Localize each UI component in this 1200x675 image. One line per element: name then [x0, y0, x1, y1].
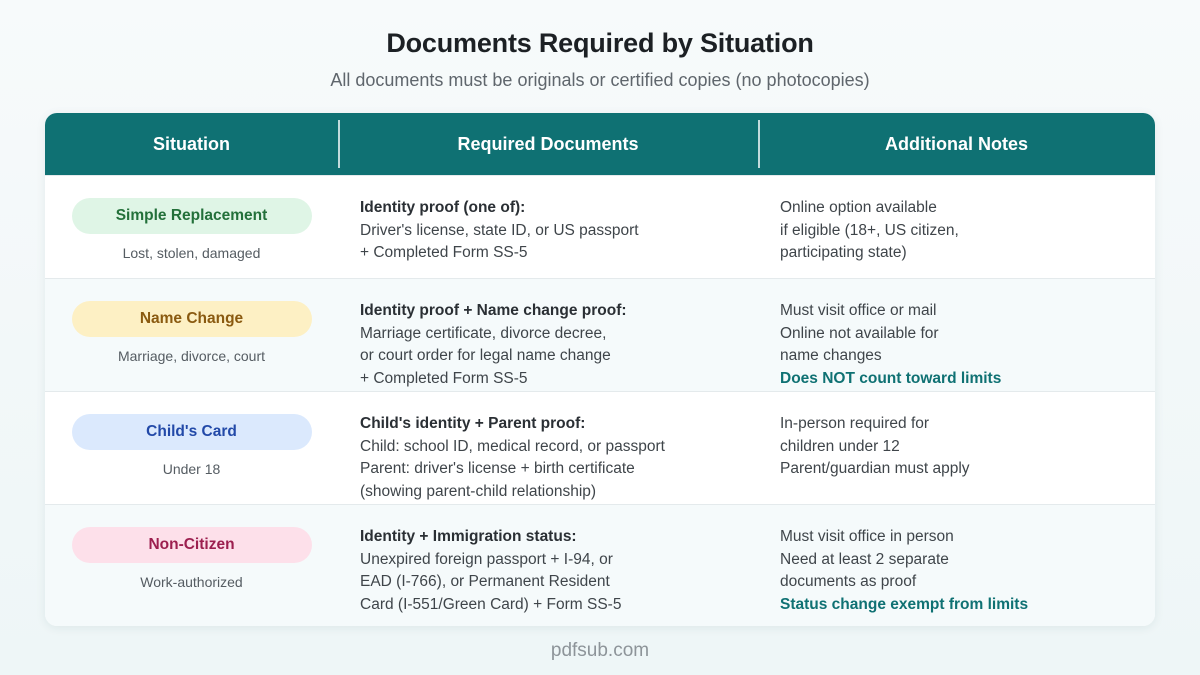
documents-heading: Identity proof + Name change proof:	[360, 302, 627, 319]
additional-notes-cell	[758, 505, 1155, 626]
documents-line: Child: school ID, medical record, or passport	[360, 437, 665, 455]
documents-line: Card (I-551/Green Card) + Form SS-5	[360, 595, 622, 613]
header-required-documents: Required Documents	[338, 113, 758, 175]
notes-line: participating state)	[780, 244, 907, 262]
table-row	[45, 391, 1155, 504]
situation-cell	[45, 392, 338, 504]
situation-cell	[45, 176, 338, 278]
situation-badge: Non-Citizen	[72, 527, 312, 563]
documents-line: + Completed Form SS-5	[360, 369, 528, 387]
documents-line: (showing parent-child relationship)	[360, 482, 597, 500]
table-row	[45, 175, 1155, 278]
documents-line: Unexpired foreign passport + I-94, or	[360, 550, 613, 568]
documents-line: Marriage certificate, divorce decree,	[360, 324, 607, 342]
notes-line: documents as proof	[780, 573, 917, 591]
notes-line: Parent/guardian must apply	[780, 460, 970, 478]
notes-highlight: Status change exempt from limits	[780, 595, 1029, 613]
documents-line: EAD (I-766), or Permanent Resident	[360, 573, 610, 591]
notes-line: Need at least 2 separate	[780, 550, 949, 568]
additional-notes-cell	[758, 176, 1155, 278]
table-header	[45, 113, 1155, 175]
required-documents-cell	[338, 505, 758, 626]
situation-description: Work-authorized	[140, 574, 243, 590]
header-situation: Situation	[153, 133, 230, 154]
notes-highlight: Does NOT count toward limits	[780, 369, 1002, 387]
documents-heading: Child's identity + Parent proof:	[360, 415, 586, 432]
page-subtitle: All documents must be originals or certified copies (no photocopies)	[330, 70, 870, 90]
documents-heading: Identity + Immigration status:	[360, 528, 577, 545]
notes-line: Online option available	[780, 199, 937, 216]
header-additional-notes: Additional Notes	[758, 113, 1155, 175]
situation-description: Under 18	[162, 461, 221, 477]
documents-table	[45, 113, 1155, 626]
required-documents-cell	[338, 392, 758, 504]
footer-watermark: pdfsub.com	[550, 640, 650, 661]
documents-heading: Identity proof (one of):	[360, 199, 526, 216]
additional-notes-cell	[758, 392, 1155, 504]
notes-line: Online not available for	[780, 324, 939, 342]
table-row	[45, 278, 1155, 391]
situation-badge: Name Change	[72, 301, 312, 337]
situation-cell	[45, 279, 338, 391]
notes-line: if eligible (18+, US citizen,	[780, 221, 959, 239]
documents-line: or court order for legal name change	[360, 347, 611, 365]
situation-badge: Simple Replacement	[72, 198, 312, 234]
situation-cell	[45, 505, 338, 626]
situation-badge: Child's Card	[72, 414, 312, 450]
documents-line: Parent: driver's license + birth certificate	[360, 460, 635, 478]
documents-line: + Completed Form SS-5	[360, 244, 528, 262]
additional-notes-cell	[758, 279, 1155, 391]
required-documents-cell	[338, 176, 758, 278]
notes-line: Must visit office in person	[780, 528, 954, 545]
documents-line: Driver's license, state ID, or US passport	[360, 221, 639, 239]
situation-description: Lost, stolen, damaged	[122, 245, 261, 261]
notes-line: In-person required for	[780, 415, 930, 432]
table-row	[45, 504, 1155, 626]
notes-line: name changes	[780, 347, 882, 365]
notes-line: children under 12	[780, 437, 900, 455]
notes-line: Must visit office or mail	[780, 302, 937, 319]
page-title: Documents Required by Situation	[386, 28, 814, 58]
required-documents-cell	[338, 279, 758, 391]
situation-description: Marriage, divorce, court	[117, 348, 266, 364]
